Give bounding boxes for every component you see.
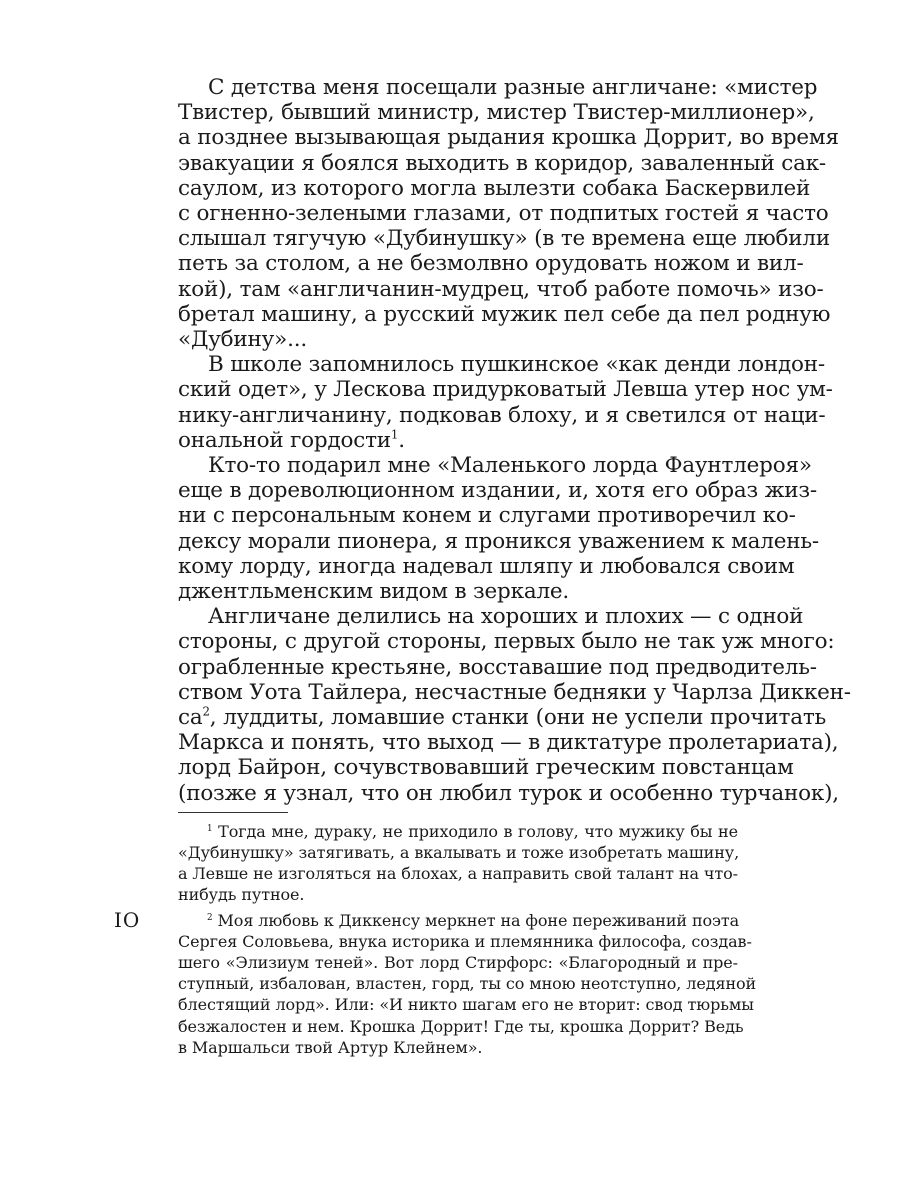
text-line: слышал тягучую «Дубинушку» (в те времена еще любили [178,226,831,252]
text-line: с огненно-зелеными глазами, от подпитых гостей я часто [178,201,829,226]
footnote-separator [178,812,288,813]
footnote-line: а Левше не изголяться на блохах, а направить свой талант на что- [178,864,738,884]
text-line: кому лорду, иногда надевал шляпу и любовался своим [178,553,795,579]
text-line: (позже я узнал, что он любил турок и особенно турчанок), [178,780,839,806]
footnote-line: блестящий лорд». Или: «И никто шагам его не вторит: свод тюрьмы [178,995,754,1015]
text-line: Кто-то подарил мне «Маленького лорда Фаунтлероя» [208,453,812,478]
text-line: саулом, из которого могла вылезти собака Баскервилей [178,175,811,201]
footnote-mark: 1 [207,823,213,834]
text-line: а позднее вызывающая рыдания крошка Доррит, во время [178,125,839,151]
footnote-line [207,909,738,932]
text-line: ональной гордости$^1$. [178,427,405,453]
footnote-mark: 2 [207,912,213,923]
text-line: ограбленные крестьяне, восставашие под предводитель- [178,654,817,680]
footnote-ref[interactable]: 1 [390,427,399,442]
text-line: еще в дореволюционном издании, и, хотя его образ жиз- [178,478,817,504]
text-line: Твистер, бывший министр, мистер Твистер-миллионер», [178,100,815,126]
text-line: петь за столом, а не безмолвно орудовать ножом и вил- [178,251,804,277]
text-line: ни с персональным конем и слугами противоречил ко- [178,503,796,529]
text-line: Англичане делились на хороших и плохих — с одной [208,604,804,630]
text-line: ством Уота Тайлера, несчастные бедняки у Чарлза Диккен- [178,679,851,705]
text-fragment: ональной гордости [178,427,391,453]
footnote-line: ступный, избалован, властен, горд, ты со мною неотступно, ледяной [178,974,757,994]
footnote-text: Моя любовь к Диккенсу меркнет на фоне переживаний поэта [217,910,740,930]
text-line: нику-англичанину, подковав блоху, и я светился от наци- [178,402,826,428]
text-line: Маркса и понять, что выход — в диктатуре пролетариата), [178,730,839,756]
footnote-line: Сергея Соловьева, внука историка и племянника философа, создав- [178,931,752,951]
text-line: стороны, с другой стороны, первых было не так уж много: [178,629,835,655]
text-line: В школе запомнилось пушкинское «как денди лондон- [208,352,825,378]
footnote-ref[interactable]: 2 [202,704,210,719]
text-line: С детства меня посещали разные англичане: «мистер [208,75,818,100]
footnote-line: безжалостен и нем. Крошка Доррит! Где ты, крошка Доррит? Ведь [178,1016,744,1036]
text-line: бретал машину, а русский мужик пел себе да пел родную [178,301,831,327]
text-line: кой), там «англичанин-мудрец, чтоб работе помочь» изо- [178,276,824,302]
footnote-line: «Дубинушку» затягивать, а вкалывать и тоже изобретать машину, [178,843,740,862]
text-line: дексу морали пионера, я проникся уважением к малень- [178,528,819,554]
footnote-line: шего «Элизиум теней». Вот лорд Стирфорс: «Благородный и пре- [178,953,738,972]
text-line: «Дубину»... [178,327,307,352]
page-number: IO [114,908,141,932]
footnote-line [207,820,738,843]
footnote-line: нибудь путное. [178,885,305,905]
text-line: эвакуации я боялся выходить в коридор, заваленный сак- [178,150,826,176]
text-fragment: , луддиты, ломавшие станки (они не успели прочитать [209,705,827,730]
footnote-line: в Маршальси твой Артур Клейнем». [178,1037,483,1057]
text-fragment: са [178,705,203,730]
footnote-text: Тогда мне, дураку, не приходило в голову, что мужику бы не [218,821,738,841]
text-line: лорд Байрон, сочувствовавший греческим повстанцам [178,755,794,781]
text-line: ский одет», у Лескова придурковатый Левша утер нос ум- [178,377,833,403]
text-line: джентльменским видом в зеркале. [178,579,570,604]
